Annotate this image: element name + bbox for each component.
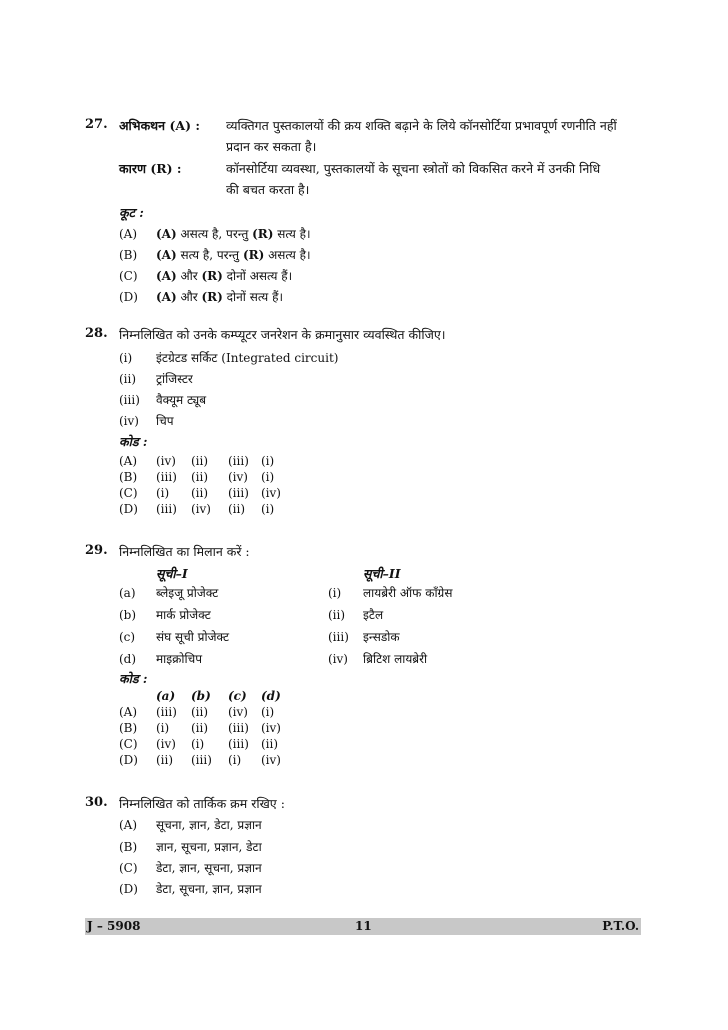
question-28-number: 28. xyxy=(85,326,108,341)
q27-option-b: (B) (A) सत्य है, परन्तु (R) असत्य है। xyxy=(119,248,311,262)
q28-item: (ii) ट्रांजिस्टर xyxy=(119,372,193,386)
q29-code-table xyxy=(119,688,286,768)
q28-item: (iii) वैक्यूम ट्यूब xyxy=(119,393,207,407)
q27-option-c: (C) (A) और (R) दोनों असत्य हैं। xyxy=(119,269,293,283)
page-footer xyxy=(85,918,641,935)
q30-option-d: (D) डेटा, सूचना, ज्ञान, प्रज्ञान xyxy=(119,882,262,896)
q27-code-label: कूट : xyxy=(119,205,144,220)
list-2-item: (ii) इटैल xyxy=(328,608,384,622)
q28-item: (i) इंटग्रेटड सर्किट (Integrated circuit) xyxy=(119,351,339,365)
q29-code-row: (B) (i) (ii) (iii) (iv) xyxy=(119,721,281,735)
q29-code-row: (D) (ii) (iii) (i) (iv) xyxy=(119,753,281,767)
q28-code-row: (A) (iv) (ii) (iii) (i) xyxy=(119,454,275,468)
assertion-text-line1: व्यक्तिगत पुस्तकालयों की क्रय शक्ति बढ़ाने के लिये कॉनसोर्टिया प्रभावपूर्ण रणनीति नहीं xyxy=(226,118,617,133)
q29-code-header: (a) (b) (c) (d) xyxy=(156,689,281,703)
q30-option-a: (A) सूचना, ज्ञान, डेटा, प्रज्ञान xyxy=(119,818,262,832)
q28-code-table xyxy=(119,453,286,517)
q28-item: (iv) चिप xyxy=(119,414,174,428)
q28-stem: निम्नलिखित को उनके कम्प्यूटर जनरेशन के क्रमानुसार व्यवस्थित कीजिए। xyxy=(119,327,446,342)
reason-text-line2: की बचत करता है। xyxy=(226,182,310,197)
list-1-item: (c) संघ सूची प्रोजेक्ट xyxy=(119,630,230,644)
reason-label: कारण (R) : xyxy=(119,161,182,176)
q30-option-c: (C) डेटा, ज्ञान, सूचना, प्रज्ञान xyxy=(119,861,262,875)
assertion-label: अभिकथन (A) : xyxy=(119,118,200,133)
q30-stem: निम्नलिखित को तार्किक क्रम रखिए : xyxy=(119,796,285,811)
q30-option-b: (B) ज्ञान, सूचना, प्रज्ञान, डेटा xyxy=(119,840,262,854)
q29-code-label: कोड : xyxy=(119,671,148,686)
reason-text-line1: कॉनसोर्टिया व्यवस्था, पुस्तकालयों के सूचना स्त्रोतों को विकसित करने में उनकी निधि xyxy=(226,161,601,176)
list-1-item: (d) माइक्रोचिप xyxy=(119,652,203,666)
q29-code-row: (C) (iv) (i) (iii) (ii) xyxy=(119,737,279,751)
q27-option-a: (A) (A) असत्य है, परन्तु (R) सत्य है। xyxy=(119,227,311,241)
q28-code-row: (D) (iii) (iv) (ii) (i) xyxy=(119,502,275,516)
list-1-title: सूची–I xyxy=(156,566,188,581)
paper-code: J – 5908 xyxy=(87,919,141,933)
q28-code-row: (B) (iii) (ii) (iv) (i) xyxy=(119,470,275,484)
page-number: 11 xyxy=(355,919,372,933)
q28-code-label: कोड : xyxy=(119,434,148,449)
question-27-number: 27. xyxy=(85,117,108,132)
pto-label: P.T.O. xyxy=(602,919,639,933)
list-1-item: (b) मार्क प्रोजेक्ट xyxy=(119,608,211,622)
q28-code-row: (C) (i) (ii) (iii) (iv) xyxy=(119,486,281,500)
list-1-item: (a) ब्लेइजू प्रोजेक्ट xyxy=(119,586,219,600)
q29-stem: निम्नलिखित का मिलान करें : xyxy=(119,544,250,559)
list-2-title: सूची–II xyxy=(363,566,401,581)
q27-option-d: (D) (A) और (R) दोनों सत्य हैं। xyxy=(119,290,283,304)
question-30-number: 30. xyxy=(85,795,108,810)
q29-code-row: (A) (iii) (ii) (iv) (i) xyxy=(119,705,275,719)
question-29-number: 29. xyxy=(85,543,108,558)
list-2-item: (iv) ब्रिटिश लायब्रेरी xyxy=(328,652,428,666)
list-2-item: (iii) इन्सडोक xyxy=(328,630,400,644)
assertion-text-line2: प्रदान कर सकता है। xyxy=(226,139,317,154)
list-2-item: (i) लायब्रेरी ऑफ कॉंग्रेस xyxy=(328,586,453,600)
